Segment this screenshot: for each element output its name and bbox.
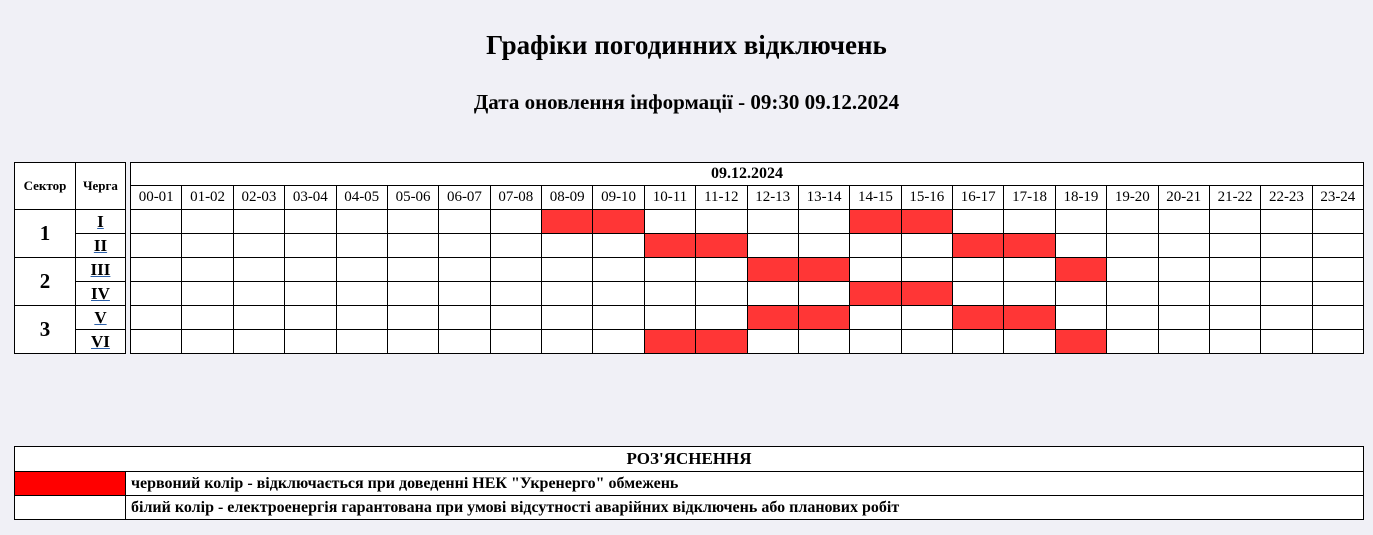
outage-cell [798,306,849,330]
power-cell [644,258,695,282]
power-cell [1055,282,1106,306]
power-cell [131,330,182,354]
queue-cell [75,282,125,306]
power-cell [850,258,901,282]
queue-link-iii[interactable]: III [90,259,111,279]
power-cell [1261,258,1312,282]
power-cell [901,306,952,330]
power-cell [490,234,541,258]
power-cell [490,258,541,282]
legend-swatch [15,472,126,496]
power-cell [336,330,387,354]
power-cell [1107,258,1158,282]
hour-header: 11-12 [696,186,747,210]
power-cell [1261,210,1312,234]
power-cell [542,282,593,306]
power-cell [233,258,284,282]
outage-cell [747,258,798,282]
power-cell [798,234,849,258]
legend-swatch [15,496,126,520]
schedule-row [131,330,1364,354]
outage-cell [798,258,849,282]
hour-header: 09-10 [593,186,644,210]
power-cell [696,258,747,282]
outage-cell [901,210,952,234]
power-cell [901,330,952,354]
outage-cell [1004,234,1055,258]
power-cell [1004,210,1055,234]
hour-header: 05-06 [387,186,438,210]
schedule-row [131,210,1364,234]
power-cell [439,234,490,258]
queue-link-vi[interactable]: VI [91,331,110,351]
outage-cell [747,306,798,330]
power-cell [1261,282,1312,306]
power-cell [1107,306,1158,330]
power-cell [182,306,233,330]
queue-cell [75,306,125,330]
hour-header: 03-04 [285,186,336,210]
queue-link-i[interactable]: I [97,211,104,231]
power-cell [131,258,182,282]
power-cell [953,282,1004,306]
hour-header: 15-16 [901,186,952,210]
schedule-row [131,282,1364,306]
power-cell [387,330,438,354]
hour-header: 18-19 [1055,186,1106,210]
power-cell [593,306,644,330]
power-cell [182,282,233,306]
power-cell [490,282,541,306]
power-cell [387,210,438,234]
sector-number: 1 [15,210,76,258]
schedule-row [131,234,1364,258]
power-cell [1312,330,1363,354]
page-title: Графіки погодинних відключень [486,30,887,60]
power-cell [285,282,336,306]
hour-header: 06-07 [439,186,490,210]
outage-cell [542,210,593,234]
power-cell [1209,258,1260,282]
power-cell [644,210,695,234]
power-cell [233,234,284,258]
sector-number: 3 [15,306,76,354]
legend-table [14,446,1364,520]
power-cell [285,330,336,354]
power-cell [285,258,336,282]
power-cell [131,282,182,306]
power-cell [285,306,336,330]
power-cell [1004,282,1055,306]
legend-title: РОЗ'ЯСНЕННЯ [15,447,1364,472]
power-cell [1261,234,1312,258]
power-cell [593,258,644,282]
hour-header: 02-03 [233,186,284,210]
queue-cell [75,234,125,258]
sector-number: 2 [15,258,76,306]
queue-link-ii[interactable]: II [93,235,108,255]
outage-cell [850,210,901,234]
power-cell [542,258,593,282]
schedule-grid [130,162,1364,354]
outage-cell [953,306,1004,330]
power-cell [387,258,438,282]
power-cell [387,234,438,258]
power-cell [1312,234,1363,258]
queue-cell [75,258,125,282]
outage-cell [1055,258,1106,282]
power-cell [439,210,490,234]
queue-cell [75,210,125,234]
power-cell [1209,210,1260,234]
power-cell [1209,330,1260,354]
power-cell [1107,210,1158,234]
power-cell [850,234,901,258]
power-cell [1158,330,1209,354]
hour-header: 12-13 [747,186,798,210]
power-cell [1261,330,1312,354]
power-cell [336,282,387,306]
queue-link-v[interactable]: V [94,307,107,327]
power-cell [542,306,593,330]
power-cell [336,306,387,330]
power-cell [1158,282,1209,306]
power-cell [131,210,182,234]
power-cell [953,258,1004,282]
power-cell [182,330,233,354]
queue-header: Черга [75,163,125,210]
hour-header: 07-08 [490,186,541,210]
schedule-row [131,258,1364,282]
power-cell [490,330,541,354]
power-cell [1312,210,1363,234]
power-cell [901,234,952,258]
power-cell [131,234,182,258]
hour-header: 08-09 [542,186,593,210]
power-cell [233,330,284,354]
power-cell [1158,234,1209,258]
power-cell [542,234,593,258]
power-cell [747,330,798,354]
power-cell [696,210,747,234]
hour-header: 21-22 [1209,186,1260,210]
schedule-date: 09.12.2024 [131,163,1364,186]
power-cell [233,210,284,234]
power-cell [131,306,182,330]
outage-cell [1055,330,1106,354]
hour-header: 22-23 [1261,186,1312,210]
power-cell [593,282,644,306]
hour-header: 14-15 [850,186,901,210]
power-cell [1312,282,1363,306]
power-cell [182,210,233,234]
power-cell [850,306,901,330]
hour-header: 10-11 [644,186,695,210]
update-info: Дата оновлення інформації - 09:30 09.12.2024 [473,90,900,114]
power-cell [285,234,336,258]
power-cell [1312,258,1363,282]
power-cell [233,306,284,330]
power-cell [644,306,695,330]
legend-row [15,496,1364,520]
power-cell [439,306,490,330]
power-cell [747,234,798,258]
power-cell [1158,210,1209,234]
power-cell [439,282,490,306]
power-cell [387,282,438,306]
power-cell [593,234,644,258]
power-cell [1209,282,1260,306]
power-cell [747,210,798,234]
power-cell [1107,330,1158,354]
power-cell [953,330,1004,354]
power-cell [1158,306,1209,330]
outage-cell [1004,306,1055,330]
legend-text: червоний колір - відключається при доведенні НЕК "Укренерго" обмежень [126,472,1364,496]
power-cell [1261,306,1312,330]
hour-header: 13-14 [798,186,849,210]
power-cell [182,258,233,282]
schedule-row [131,306,1364,330]
power-cell [798,330,849,354]
hour-header: 01-02 [182,186,233,210]
outage-cell [696,234,747,258]
power-cell [593,330,644,354]
hour-header: 00-01 [131,186,182,210]
power-cell [1107,234,1158,258]
power-cell [1055,234,1106,258]
power-cell [490,210,541,234]
outage-cell [953,234,1004,258]
sector-header: Сектор [15,163,76,210]
power-cell [1055,306,1106,330]
power-cell [1107,282,1158,306]
power-cell [1312,306,1363,330]
outage-cell [644,234,695,258]
power-cell [747,282,798,306]
power-cell [1158,258,1209,282]
power-cell [953,210,1004,234]
power-cell [850,330,901,354]
power-cell [696,306,747,330]
power-cell [1209,234,1260,258]
hour-header: 16-17 [953,186,1004,210]
outage-cell [644,330,695,354]
power-cell [439,258,490,282]
power-cell [233,282,284,306]
hour-header: 20-21 [1158,186,1209,210]
legend-text: білий колір - електроенергія гарантована при умові відсутності аварійних відключень або планових робіт [126,496,1364,520]
queue-link-iv[interactable]: IV [91,283,110,303]
power-cell [336,210,387,234]
power-cell [901,258,952,282]
power-cell [1004,258,1055,282]
hour-header: 17-18 [1004,186,1055,210]
sector-queue-table [14,162,126,354]
power-cell [285,210,336,234]
queue-cell [75,330,125,354]
power-cell [1209,306,1260,330]
power-cell [336,258,387,282]
outage-cell [593,210,644,234]
power-cell [696,282,747,306]
power-cell [1004,330,1055,354]
power-cell [439,330,490,354]
outage-cell [850,282,901,306]
legend-row [15,472,1364,496]
power-cell [798,210,849,234]
power-cell [1055,210,1106,234]
hour-header: 19-20 [1107,186,1158,210]
power-cell [644,282,695,306]
hour-header: 23-24 [1312,186,1363,210]
outage-cell [901,282,952,306]
power-cell [336,234,387,258]
power-cell [542,330,593,354]
power-cell [798,282,849,306]
hour-header: 04-05 [336,186,387,210]
power-cell [387,306,438,330]
outage-cell [696,330,747,354]
power-cell [490,306,541,330]
power-cell [182,234,233,258]
